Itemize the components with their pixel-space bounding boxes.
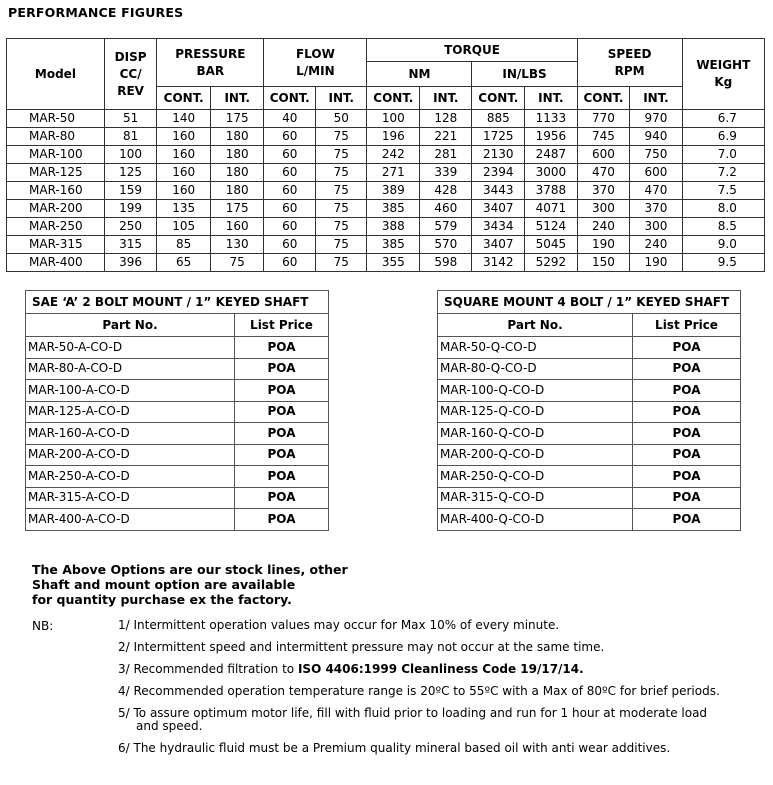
value-cell: 5124	[525, 218, 577, 236]
sae-caption: SAE ‘A’ 2 BOLT MOUNT / 1” KEYED SHAFT	[26, 291, 329, 314]
table-row	[26, 358, 329, 380]
value-cell: 750	[630, 146, 682, 164]
notes-list	[118, 619, 758, 764]
header-flow-int: INT.	[316, 87, 367, 110]
value-cell: 75	[211, 254, 264, 272]
part-number: MAR-315-Q-CO-D	[438, 487, 633, 509]
header-speed-int: INT.	[630, 87, 682, 110]
value-cell: 60	[264, 218, 316, 236]
model-cell: MAR-315	[7, 236, 105, 254]
header-disp: DISP CC/ REV	[104, 39, 156, 110]
value-cell: 385	[367, 236, 420, 254]
part-number: MAR-80-Q-CO-D	[438, 358, 633, 380]
value-cell: 355	[367, 254, 420, 272]
table-row	[7, 254, 765, 272]
value-cell: 385	[367, 200, 420, 218]
value-cell: 180	[211, 164, 264, 182]
value-cell: 65	[157, 254, 211, 272]
table-row	[438, 358, 741, 380]
value-cell: 135	[157, 200, 211, 218]
part-number: MAR-200-Q-CO-D	[438, 444, 633, 466]
part-number: MAR-100-A-CO-D	[26, 380, 235, 402]
value-cell: 470	[577, 164, 630, 182]
value-cell: 339	[420, 164, 472, 182]
value-cell: 600	[577, 146, 630, 164]
value-cell: 315	[104, 236, 156, 254]
value-cell: 7.2	[682, 164, 764, 182]
table-row	[438, 380, 741, 402]
table-row	[26, 401, 329, 423]
value-cell: 159	[104, 182, 156, 200]
list-price: POA	[633, 487, 741, 509]
note-5: 5/ To assure optimum motor life, fill with fluid prior to loading and run for 1 hour at moderate load and speed.	[118, 706, 708, 733]
value-cell: 40	[264, 110, 316, 128]
header-nm-cont: CONT.	[367, 87, 420, 110]
value-cell: 100	[367, 110, 420, 128]
value-cell: 180	[211, 146, 264, 164]
value-cell: 190	[630, 254, 682, 272]
square-caption: SQUARE MOUNT 4 BOLT / 1” KEYED SHAFT	[438, 291, 741, 314]
value-cell: 3443	[472, 182, 525, 200]
value-cell: 5045	[525, 236, 577, 254]
value-cell: 1725	[472, 128, 525, 146]
value-cell: 160	[157, 182, 211, 200]
value-cell: 389	[367, 182, 420, 200]
stock-note-line: Shaft and mount option are available	[32, 577, 296, 592]
note-2: 2/ Intermittent speed and intermittent pressure may not occur at the same time.	[118, 640, 605, 654]
table-row	[7, 164, 765, 182]
table-row	[7, 236, 765, 254]
table-row	[7, 182, 765, 200]
table-row	[438, 509, 741, 531]
value-cell: 4071	[525, 200, 577, 218]
value-cell: 745	[577, 128, 630, 146]
sae-mount-table	[25, 290, 329, 531]
part-number: MAR-250-A-CO-D	[26, 466, 235, 488]
value-cell: 281	[420, 146, 472, 164]
header-inlbs-int: INT.	[525, 87, 577, 110]
header-pressure-int: INT.	[211, 87, 264, 110]
value-cell: 300	[577, 200, 630, 218]
value-cell: 8.0	[682, 200, 764, 218]
value-cell: 9.0	[682, 236, 764, 254]
value-cell: 579	[420, 218, 472, 236]
list-price: POA	[235, 487, 329, 509]
value-cell: 180	[211, 128, 264, 146]
list-price: POA	[633, 466, 741, 488]
list-price: POA	[235, 466, 329, 488]
value-cell: 388	[367, 218, 420, 236]
value-cell: 130	[211, 236, 264, 254]
value-cell: 940	[630, 128, 682, 146]
square-col-price: List Price	[633, 314, 741, 337]
nb-label: NB:	[32, 619, 54, 633]
table-row	[26, 444, 329, 466]
table-row	[438, 466, 741, 488]
value-cell: 75	[316, 146, 367, 164]
table-row	[438, 337, 741, 359]
value-cell: 770	[577, 110, 630, 128]
stock-note	[32, 562, 348, 607]
model-cell: MAR-200	[7, 200, 105, 218]
value-cell: 60	[264, 128, 316, 146]
part-number: MAR-125-A-CO-D	[26, 401, 235, 423]
table-row	[7, 110, 765, 128]
list-price: POA	[633, 423, 741, 445]
value-cell: 600	[630, 164, 682, 182]
note-4: 4/ Recommended operation temperature range is 20ºC to 55ºC with a Max of 80ºC for brief periods.	[118, 684, 720, 698]
value-cell: 160	[211, 218, 264, 236]
table-row	[7, 200, 765, 218]
value-cell: 60	[264, 236, 316, 254]
part-number: MAR-315-A-CO-D	[26, 487, 235, 509]
table-row	[26, 380, 329, 402]
header-weight: WEIGHT Kg	[682, 39, 764, 110]
part-number: MAR-50-A-CO-D	[26, 337, 235, 359]
stock-note-line: for quantity purchase ex the factory.	[32, 592, 292, 607]
square-mount-table	[437, 290, 741, 531]
value-cell: 3407	[472, 236, 525, 254]
value-cell: 300	[630, 218, 682, 236]
value-cell: 128	[420, 110, 472, 128]
value-cell: 428	[420, 182, 472, 200]
table-row	[26, 509, 329, 531]
value-cell: 7.0	[682, 146, 764, 164]
list-price: POA	[235, 423, 329, 445]
part-number: MAR-200-A-CO-D	[26, 444, 235, 466]
value-cell: 370	[630, 200, 682, 218]
list-price: POA	[235, 358, 329, 380]
part-number: MAR-125-Q-CO-D	[438, 401, 633, 423]
value-cell: 75	[316, 236, 367, 254]
part-number: MAR-400-Q-CO-D	[438, 509, 633, 531]
value-cell: 75	[316, 164, 367, 182]
value-cell: 75	[316, 254, 367, 272]
value-cell: 75	[316, 200, 367, 218]
header-inlbs: IN/LBS	[472, 62, 577, 87]
value-cell: 3000	[525, 164, 577, 182]
value-cell: 5292	[525, 254, 577, 272]
value-cell: 2487	[525, 146, 577, 164]
model-cell: MAR-50	[7, 110, 105, 128]
part-number: MAR-50-Q-CO-D	[438, 337, 633, 359]
table-row	[438, 423, 741, 445]
value-cell: 3788	[525, 182, 577, 200]
value-cell: 175	[211, 200, 264, 218]
sae-col-price: List Price	[235, 314, 329, 337]
model-cell: MAR-250	[7, 218, 105, 236]
value-cell: 970	[630, 110, 682, 128]
list-price: POA	[633, 337, 741, 359]
value-cell: 75	[316, 182, 367, 200]
value-cell: 240	[630, 236, 682, 254]
value-cell: 885	[472, 110, 525, 128]
value-cell: 3142	[472, 254, 525, 272]
header-pressure: PRESSURE BAR	[157, 39, 264, 87]
table-row	[26, 466, 329, 488]
table-row	[26, 423, 329, 445]
value-cell: 105	[157, 218, 211, 236]
value-cell: 250	[104, 218, 156, 236]
list-price: POA	[633, 358, 741, 380]
header-model: Model	[7, 39, 105, 110]
table-row	[26, 487, 329, 509]
value-cell: 196	[367, 128, 420, 146]
model-cell: MAR-80	[7, 128, 105, 146]
table-row	[7, 128, 765, 146]
value-cell: 9.5	[682, 254, 764, 272]
part-number: MAR-160-A-CO-D	[26, 423, 235, 445]
value-cell: 100	[104, 146, 156, 164]
header-flow-cont: CONT.	[264, 87, 316, 110]
header-nm-int: INT.	[420, 87, 472, 110]
value-cell: 150	[577, 254, 630, 272]
part-number: MAR-250-Q-CO-D	[438, 466, 633, 488]
list-price: POA	[235, 337, 329, 359]
value-cell: 75	[316, 128, 367, 146]
value-cell: 6.7	[682, 110, 764, 128]
value-cell: 396	[104, 254, 156, 272]
header-torque: TORQUE	[367, 39, 577, 62]
value-cell: 175	[211, 110, 264, 128]
table-row	[438, 401, 741, 423]
value-cell: 2394	[472, 164, 525, 182]
value-cell: 160	[157, 164, 211, 182]
note-6: 6/ The hydraulic fluid must be a Premium quality mineral based oil with anti wear additives.	[118, 741, 671, 755]
table-row	[7, 146, 765, 164]
list-price: POA	[633, 509, 741, 531]
header-speed: SPEED RPM	[577, 39, 682, 87]
value-cell: 221	[420, 128, 472, 146]
value-cell: 570	[420, 236, 472, 254]
value-cell: 190	[577, 236, 630, 254]
table-row	[7, 218, 765, 236]
value-cell: 1956	[525, 128, 577, 146]
part-number: MAR-400-A-CO-D	[26, 509, 235, 531]
value-cell: 160	[157, 146, 211, 164]
list-price: POA	[235, 401, 329, 423]
list-price: POA	[235, 380, 329, 402]
value-cell: 81	[104, 128, 156, 146]
value-cell: 271	[367, 164, 420, 182]
part-number: MAR-80-A-CO-D	[26, 358, 235, 380]
performance-table	[6, 38, 765, 272]
value-cell: 140	[157, 110, 211, 128]
value-cell: 60	[264, 200, 316, 218]
value-cell: 598	[420, 254, 472, 272]
model-cell: MAR-160	[7, 182, 105, 200]
value-cell: 75	[316, 218, 367, 236]
header-pressure-cont: CONT.	[157, 87, 211, 110]
list-price: POA	[633, 444, 741, 466]
model-cell: MAR-400	[7, 254, 105, 272]
value-cell: 60	[264, 146, 316, 164]
sae-col-part: Part No.	[26, 314, 235, 337]
part-number: MAR-160-Q-CO-D	[438, 423, 633, 445]
value-cell: 3434	[472, 218, 525, 236]
list-price: POA	[633, 401, 741, 423]
model-cell: MAR-100	[7, 146, 105, 164]
value-cell: 3407	[472, 200, 525, 218]
value-cell: 460	[420, 200, 472, 218]
value-cell: 180	[211, 182, 264, 200]
value-cell: 60	[264, 254, 316, 272]
note-3: 3/ Recommended filtration to ISO 4406:1999 Cleanliness Code 19/17/14.	[118, 662, 584, 676]
value-cell: 370	[577, 182, 630, 200]
stock-note-line: The Above Options are our stock lines, other	[32, 562, 348, 577]
value-cell: 50	[316, 110, 367, 128]
table-row	[438, 487, 741, 509]
value-cell: 7.5	[682, 182, 764, 200]
value-cell: 2130	[472, 146, 525, 164]
value-cell: 199	[104, 200, 156, 218]
value-cell: 242	[367, 146, 420, 164]
value-cell: 60	[264, 182, 316, 200]
part-number: MAR-100-Q-CO-D	[438, 380, 633, 402]
table-row	[26, 337, 329, 359]
table-row	[438, 444, 741, 466]
value-cell: 85	[157, 236, 211, 254]
header-flow: FLOW L/MIN	[264, 39, 367, 87]
header-speed-cont: CONT.	[577, 87, 630, 110]
header-inlbs-cont: CONT.	[472, 87, 525, 110]
value-cell: 470	[630, 182, 682, 200]
value-cell: 1133	[525, 110, 577, 128]
value-cell: 51	[104, 110, 156, 128]
value-cell: 125	[104, 164, 156, 182]
value-cell: 6.9	[682, 128, 764, 146]
value-cell: 60	[264, 164, 316, 182]
list-price: POA	[235, 444, 329, 466]
model-cell: MAR-125	[7, 164, 105, 182]
page-title: PERFORMANCE FIGURES	[8, 5, 184, 20]
value-cell: 8.5	[682, 218, 764, 236]
note-1: 1/ Intermittent operation values may occur for Max 10% of every minute.	[118, 618, 560, 632]
list-price: POA	[235, 509, 329, 531]
header-nm: NM	[367, 62, 472, 87]
list-price: POA	[633, 380, 741, 402]
value-cell: 160	[157, 128, 211, 146]
square-col-part: Part No.	[438, 314, 633, 337]
value-cell: 240	[577, 218, 630, 236]
